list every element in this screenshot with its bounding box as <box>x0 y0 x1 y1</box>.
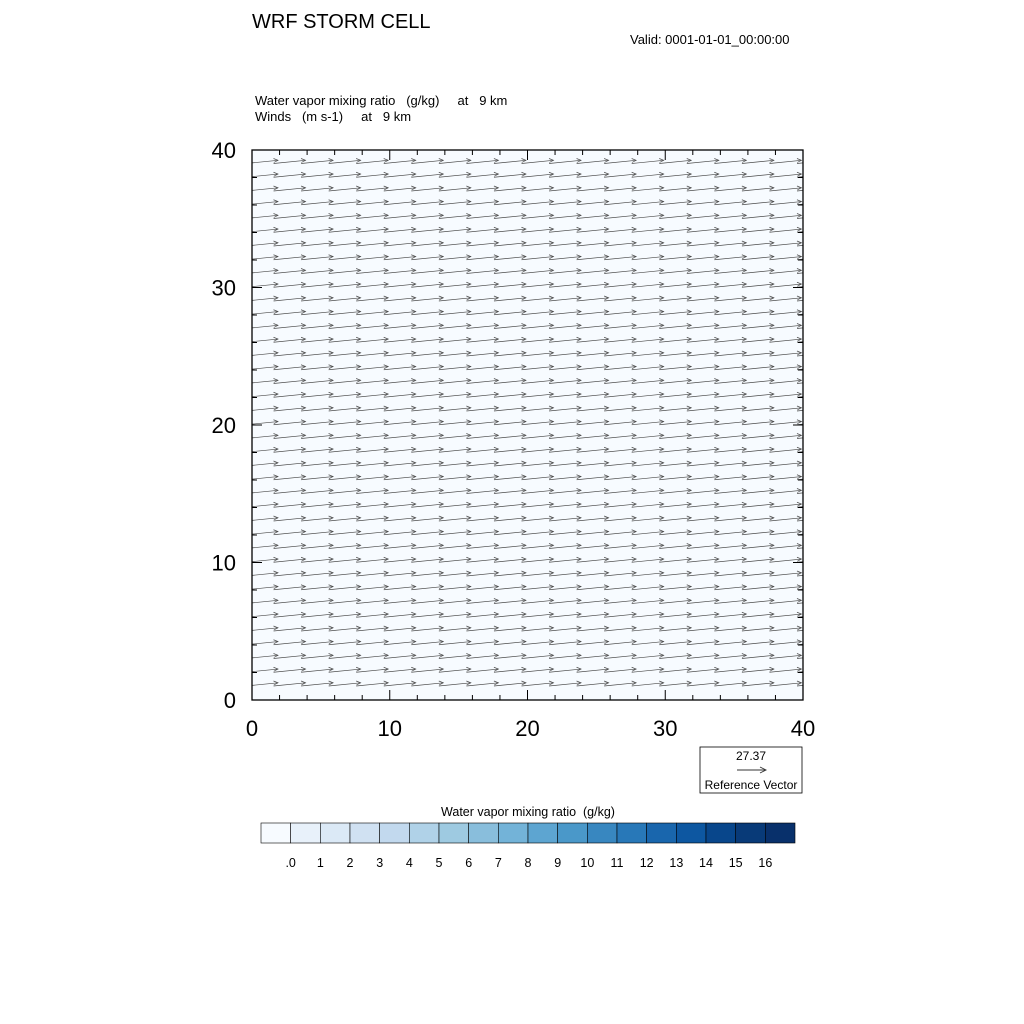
wind-vector-arrowhead <box>439 145 444 149</box>
x-tick-label: 10 <box>377 716 402 741</box>
wind-vector <box>494 133 526 136</box>
colorbar-label: 7 <box>494 856 502 870</box>
colorbar-label: 4 <box>405 856 413 870</box>
colorbar-swatch <box>676 823 706 843</box>
wind-vector-arrowhead <box>825 241 830 245</box>
y-tick-label: 0 <box>223 688 236 713</box>
wind-vector-arrowhead <box>384 131 389 135</box>
wind-vector <box>384 133 416 136</box>
colorbar-swatch <box>409 823 439 843</box>
colorbar-label: 10 <box>580 856 595 870</box>
wind-vector <box>687 133 719 136</box>
colorbar-label: 16 <box>758 856 773 870</box>
wind-vector-arrowhead <box>797 131 802 135</box>
wind-vector <box>577 147 609 150</box>
colorbar-swatch <box>647 823 677 843</box>
wind-vector <box>632 133 664 136</box>
wind-vector-arrowhead <box>549 145 554 149</box>
colorbar-swatch <box>498 823 528 843</box>
wind-vector-arrowhead <box>825 131 830 135</box>
colorbar-label: 8 <box>524 856 532 870</box>
colorbar-label: 6 <box>465 856 473 870</box>
wind-vector-arrowhead <box>439 131 444 135</box>
wind-vector <box>274 147 306 150</box>
wind-vector <box>549 133 581 136</box>
wind-vector <box>659 147 691 150</box>
winds-subtitle: Winds (m s-1) at 9 km <box>255 109 412 124</box>
wind-vector-arrowhead <box>687 131 692 135</box>
reference-vector-box <box>700 747 802 793</box>
wind-vector-arrowhead <box>577 145 582 149</box>
reference-vector-value: 27.37 <box>735 749 767 763</box>
wind-vector-arrowhead <box>659 145 664 149</box>
wind-vector-arrowhead <box>521 131 526 135</box>
wind-vector-arrowhead <box>411 145 416 149</box>
y-axis-tick-labels <box>212 138 236 713</box>
wind-vector <box>439 147 471 150</box>
wind-vector <box>549 147 581 150</box>
wind-vector <box>604 147 636 150</box>
wind-vector-arrowhead <box>301 131 306 135</box>
wind-vector <box>439 133 471 136</box>
wind-vector-arrowhead <box>825 544 830 548</box>
reference-vector-label: Reference Vector <box>704 778 798 792</box>
wind-vector-arrowhead <box>825 392 830 396</box>
colorbar-swatch <box>291 823 321 843</box>
wind-vector <box>466 147 498 150</box>
wind-vector-arrowhead <box>797 145 802 149</box>
wind-vector-arrowhead <box>825 489 830 493</box>
wind-vector-arrowhead <box>825 324 830 328</box>
wind-vector-arrowhead <box>714 145 719 149</box>
colorbar-label: 11 <box>610 856 624 870</box>
wind-vector-arrowhead <box>825 145 830 149</box>
wind-vector-arrowhead <box>825 502 830 506</box>
wind-vector <box>411 133 443 136</box>
wind-vector <box>466 133 498 136</box>
wind-vector <box>246 147 278 150</box>
wind-vector-arrowhead <box>825 447 830 451</box>
wind-vector-arrowhead <box>411 131 416 135</box>
colorbar-label: 15 <box>728 856 743 870</box>
wind-vector <box>522 133 554 136</box>
chart-title: WRF STORM CELL <box>252 11 431 33</box>
wind-vector-arrowhead <box>825 599 830 603</box>
wind-vector-arrowhead <box>825 310 830 314</box>
wind-vector <box>356 133 388 136</box>
colorbar-swatch <box>765 823 795 843</box>
x-tick-label: 0 <box>245 716 259 741</box>
wind-vector-arrowhead <box>825 420 830 424</box>
wind-vector-arrowhead <box>825 269 830 273</box>
wind-vector <box>301 147 333 150</box>
wind-vector-arrowhead <box>825 351 830 355</box>
wind-vector-arrowhead <box>825 640 830 644</box>
colorbar-swatch <box>261 823 291 843</box>
wind-vector-arrowhead <box>329 131 334 135</box>
wind-vector-arrowhead <box>825 571 830 575</box>
wind-vector-arrowhead <box>825 255 830 259</box>
y-tick-label: 20 <box>211 413 236 438</box>
wind-vector-arrowhead <box>356 131 361 135</box>
wind-vector-arrowhead <box>825 159 830 163</box>
colorbar-swatch <box>469 823 499 843</box>
colorbar-swatch <box>320 823 350 843</box>
wind-vector-arrowhead <box>769 131 774 135</box>
wind-vector-arrowhead <box>384 145 389 149</box>
wind-vector-arrowhead <box>742 131 747 135</box>
wind-vector-arrowhead <box>632 145 637 149</box>
wind-vector-arrowhead <box>825 365 830 369</box>
wind-vector <box>632 147 664 150</box>
wind-vector-arrowhead <box>825 612 830 616</box>
wind-vector-arrowhead <box>825 200 830 204</box>
x-tick-label: 20 <box>515 716 540 741</box>
colorbar-label: 13 <box>669 856 684 870</box>
y-tick-label: 10 <box>211 550 236 576</box>
wind-vector <box>577 133 609 136</box>
wind-vector-arrowhead <box>825 461 830 465</box>
wind-vector-arrowhead <box>714 131 719 135</box>
wind-vector-arrowhead <box>825 475 830 479</box>
wind-vector-arrowhead <box>825 296 830 300</box>
colorbar-swatch <box>350 823 380 843</box>
wind-vector <box>659 133 691 136</box>
wind-vector-arrowhead <box>769 145 774 149</box>
colorbar-swatch <box>736 823 766 843</box>
wind-vector-arrowhead <box>466 145 471 149</box>
colorbar-label: .0 <box>285 856 296 870</box>
wind-vector-arrowhead <box>549 131 554 135</box>
colorbar-label: 14 <box>699 856 713 870</box>
wind-vector <box>384 147 416 150</box>
wind-vector-arrowhead <box>825 681 830 685</box>
wind-vector-arrowhead <box>825 282 830 286</box>
wind-vector-arrowhead <box>825 172 830 176</box>
colorbar-label: 2 <box>346 856 354 870</box>
wind-vector-arrowhead <box>356 145 361 149</box>
plot-area <box>252 150 803 700</box>
wind-vector-arrowhead <box>825 406 830 410</box>
wind-vector <box>797 147 829 150</box>
wind-vector-arrowhead <box>825 626 830 630</box>
wind-vector <box>494 147 526 150</box>
wind-vector-arrowhead <box>825 434 830 438</box>
wind-vector-arrowhead <box>825 667 830 671</box>
wind-vector <box>329 147 361 150</box>
wind-vector <box>769 147 801 150</box>
colorbar <box>261 823 795 843</box>
colorbar-swatch <box>587 823 617 843</box>
wind-vector-arrowhead <box>466 131 471 135</box>
wind-vector <box>246 133 278 136</box>
colorbar-swatch <box>706 823 736 843</box>
wind-vector-arrowhead <box>825 227 830 231</box>
x-tick-label: 30 <box>653 716 678 741</box>
wind-vector <box>329 133 361 136</box>
wind-vector <box>301 133 333 136</box>
colorbar-label: 9 <box>554 856 562 870</box>
wind-vector <box>411 147 443 150</box>
colorbar-swatch <box>380 823 410 843</box>
colorbar-label: 3 <box>376 856 384 870</box>
wind-vector <box>769 133 801 136</box>
valid-time-label: Valid: 0001-01-01_00:00:00 <box>630 32 790 47</box>
wind-vector-arrowhead <box>687 145 692 149</box>
wind-vector <box>714 147 746 150</box>
wind-vector-arrowhead <box>494 145 499 149</box>
x-axis-tick-labels <box>246 716 815 741</box>
wind-vector-arrowhead <box>632 131 637 135</box>
y-tick-label: 30 <box>211 275 236 301</box>
colorbar-swatch <box>439 823 469 843</box>
wind-vector-arrowhead <box>825 516 830 520</box>
x-tick-label: 40 <box>790 716 816 741</box>
wind-vector-arrowhead <box>659 131 664 135</box>
y-tick-label: 40 <box>211 138 236 163</box>
wind-vector <box>604 133 636 136</box>
wind-vector-arrowhead <box>604 145 609 149</box>
colorbar-label: 1 <box>316 856 324 870</box>
wind-vector-arrowhead <box>521 145 526 149</box>
wind-vector-arrowhead <box>825 530 830 534</box>
wind-vector-arrowhead <box>274 131 279 135</box>
wind-vector <box>687 147 719 150</box>
wind-vector-arrowhead <box>494 131 499 135</box>
wind-vector <box>797 133 829 136</box>
colorbar-swatch <box>558 823 588 843</box>
wind-vector-arrowhead <box>825 186 830 190</box>
wind-vector <box>356 147 388 150</box>
wind-vector-arrowhead <box>301 145 306 149</box>
colorbar-label: 5 <box>435 856 443 870</box>
wind-vector <box>274 133 306 136</box>
wind-vector-arrowhead <box>274 145 279 149</box>
wind-vector-arrowhead <box>825 214 830 218</box>
colorbar-labels <box>285 856 772 870</box>
wind-vector-arrowhead <box>604 131 609 135</box>
wind-vector <box>714 133 746 136</box>
wind-vector-arrowhead <box>825 654 830 658</box>
wind-vector-arrowhead <box>825 337 830 341</box>
wind-vector-arrowhead <box>742 145 747 149</box>
colorbar-swatch <box>528 823 558 843</box>
wind-vector-arrowhead <box>825 585 830 589</box>
wind-vector-arrowhead <box>825 557 830 561</box>
colorbar-title: Water vapor mixing ratio (g/kg) <box>441 805 615 819</box>
wind-vector-arrowhead <box>577 131 582 135</box>
field-subtitle: Water vapor mixing ratio (g/kg) at 9 km <box>255 93 508 108</box>
wind-vector-arrowhead <box>825 379 830 383</box>
wind-vector <box>742 133 774 136</box>
colorbar-swatch <box>617 823 647 843</box>
wind-vector <box>742 147 774 150</box>
wind-vector <box>522 147 554 150</box>
colorbar-label: 12 <box>639 856 654 870</box>
wind-vector-arrowhead <box>329 145 334 149</box>
